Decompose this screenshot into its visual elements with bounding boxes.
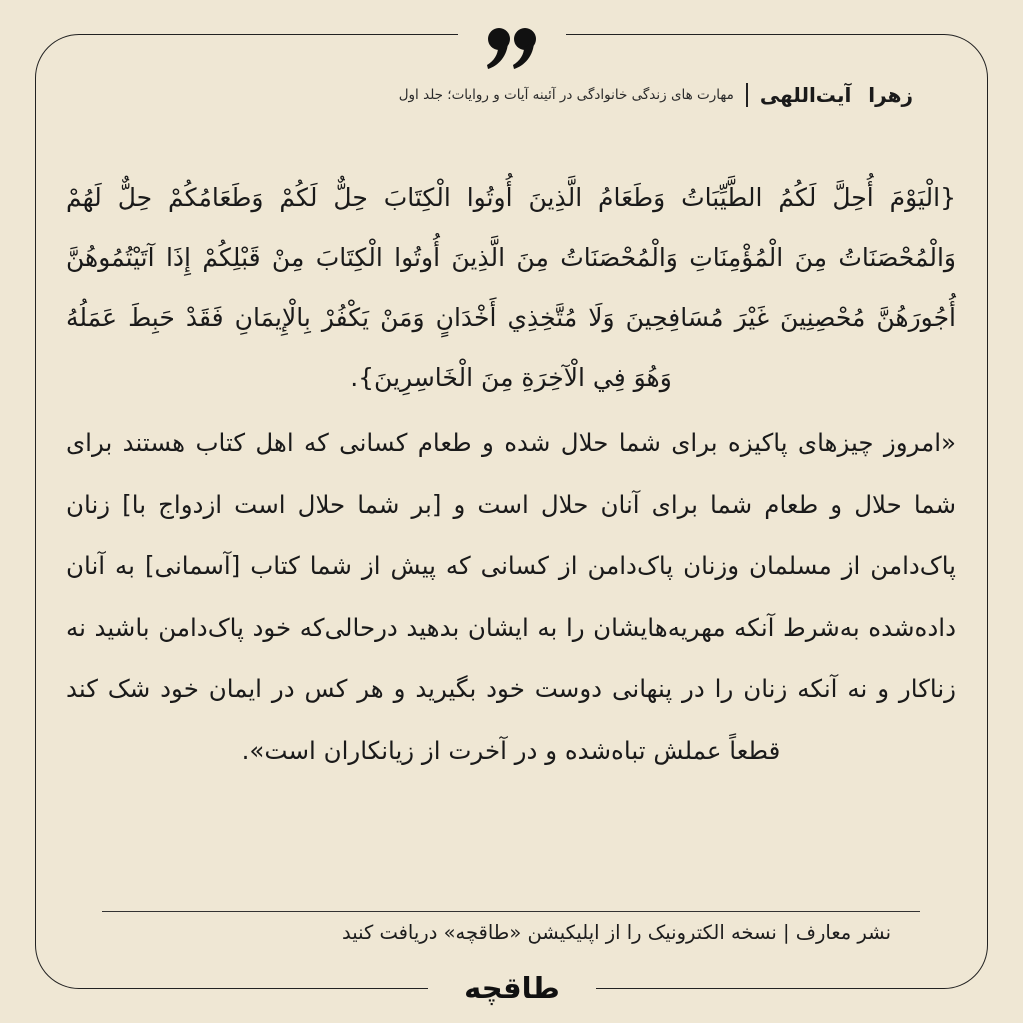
quote-icon — [480, 14, 544, 74]
verse-translation: «امروز چیزهای پاکیزه برای شما حلال شده و طعام کسانی که اهل کتاب هستند برای شما حلال و طعام شما برای آنان حلال است و [بر شما حلال است ازدواج با] زنان پاک‌دامن از مسلمان وزنان پاک‌دامن از کسانی که پیش از شما کتاب [آسمانی] به آنان داده‌شده به‌شرط آنکه مهریه‌هایشان را به ایشان بدهید درحالی‌که خود پاک‌دامن باشید نه زناکار و نه آنکه زنان را در پنهانی دوست خود بگیرید و هر کس در ایمان خود شک کند قطعاً عملش تباه‌شده و در آخرت از زیانکاران است». — [66, 428, 956, 765]
footer-text: نشر معارف | نسخه الکترونیک را از اپلیکیشن «طاقچه» دریافت کنید — [341, 921, 891, 944]
book-title: مهارت های زندگی خانوادگی در آئینه آیات و روایات؛ جلد اول — [398, 87, 734, 103]
header-divider — [746, 83, 748, 107]
author-name: زهرا آیت‌اللهی — [759, 83, 913, 107]
quran-verse: {الْيَوْمَ أُحِلَّ لَكُمُ الطَّيِّبَاتُ وَطَعَامُ الَّذِينَ أُوتُوا الْكِتَابَ حِلٌّ لَكُمْ وَطَعَامُكُمْ حِلٌّ لَهُمْ وَالْمُحْصَنَاتُ مِنَ الْمُؤْمِنَاتِ وَالْمُحْصَنَاتُ مِنَ الَّذِينَ أُوتُوا الْكِتَابَ مِنْ قَبْلِكُمْ إِذَا آتَيْتُمُوهُنَّ أُجُورَهُنَّ مُحْصِنِينَ غَيْرَ مُسَافِحِينَ وَلَا مُتَّخِذِي أَخْدَانٍ وَمَنْ يَكْفُرْ بِالْإِيمَانِ فَقَدْ حَبِطَ عَمَلُهُ وَهُوَ فِي الْآخِرَةِ مِنَ الْخَاسِرِينَ}. — [66, 183, 956, 392]
page-header — [399, 78, 913, 112]
taaghche-logo: طاقچه — [464, 971, 560, 1005]
quote-body — [66, 168, 956, 781]
footer-divider — [102, 911, 920, 912]
